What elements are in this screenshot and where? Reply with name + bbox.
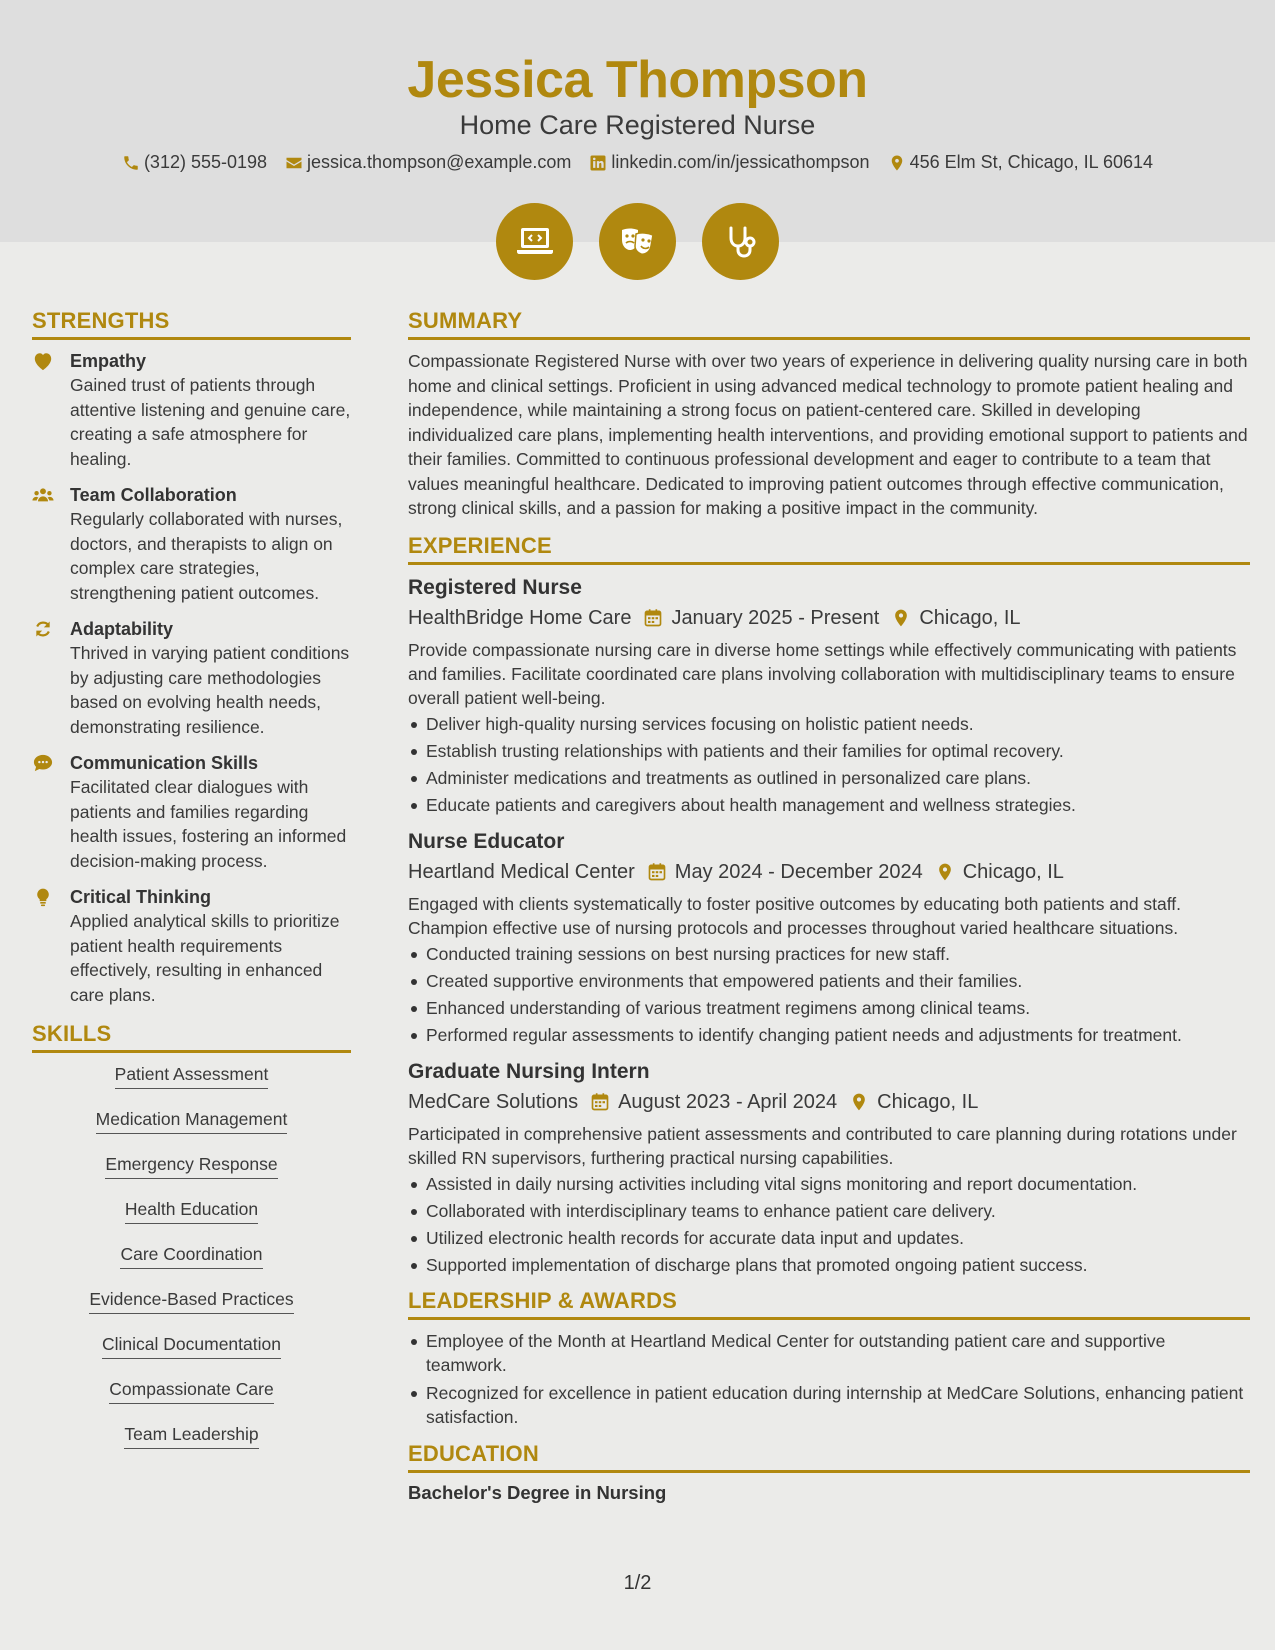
job-meta [408, 856, 1250, 888]
list-item: Performed regular assessments to identify changing patient needs and adjustments for treatment. [408, 1022, 1250, 1049]
list-item: Assisted in daily nursing activities including vital signs monitoring and report documentation. [408, 1171, 1250, 1198]
envelope-icon [285, 154, 303, 172]
job-company: HealthBridge Home Care [408, 606, 632, 629]
education-heading: EDUCATION [408, 1441, 1250, 1473]
job-company: Heartland Medical Center [408, 860, 635, 883]
skill-tag: Team Leadership [124, 1424, 258, 1449]
stethoscope-icon [721, 222, 761, 262]
strength-text: Applied analytical skills to prioritize patient health requirements effectively, resulting in enhanced care plans. [70, 911, 340, 1005]
strength-text: Regularly collaborated with nurses, doctors, and therapists to align on complex care strategies, strengthening patient outcomes. [70, 509, 343, 603]
linkedin-icon [589, 154, 607, 172]
job-description: Engaged with clients systematically to foster positive outcomes by educating both patients and staff. Champion effective use of nursing protocols and processes throughout varied healthcare situations. [408, 893, 1182, 938]
sync-icon [32, 619, 54, 639]
contact-email[interactable] [285, 152, 571, 173]
calendar-icon [590, 1092, 610, 1112]
strength-item [32, 483, 351, 605]
contact-phone[interactable] [122, 152, 267, 173]
skill-tag: Evidence-Based Practices [89, 1289, 293, 1314]
list-item: Establish trusting relationships with patients and their families for optimal recovery. [408, 738, 1250, 765]
list-item [32, 1152, 351, 1197]
theater-masks-icon [618, 224, 658, 260]
list-item [32, 1377, 351, 1422]
list-item [32, 1062, 351, 1107]
list-item [32, 1242, 351, 1287]
summary-text: Compassionate Registered Nurse with over two years of experience in delivering quality nursing care in both home and clinical settings. Proficient in using advanced medical technology to promote patient healing and independence, while maintaining a strong focus on patient-centered care. Skilled in developing individualized care plans, implementing health interventions, and providing emotional support to patients and their families. Committed to continuous professional development and eager to contribute to a team that values meaningful healthcare. Dedicated to improving patient outcomes through effective communication, strong clinical skills, and a passion for making a positive impact in the community. [408, 351, 1248, 518]
job-description: Participated in comprehensive patient assessments and contributed to care planning during rotations under skilled RN supervisors, furthering practical nursing capabilities. [408, 1123, 1237, 1168]
strength-title: Adaptability [70, 619, 174, 639]
page-number: 1/2 [623, 1572, 652, 1594]
list-item: Supported implementation of discharge plans that promoted ongoing patient success. [408, 1252, 1250, 1279]
skill-tag: Health Education [125, 1199, 258, 1224]
laptop-code-icon [515, 224, 555, 260]
list-item: Utilized electronic health records for accurate data input and updates. [408, 1225, 1250, 1252]
email-text: jessica.thompson@example.com [307, 152, 572, 172]
candidate-name: Jessica Thompson [407, 51, 868, 109]
list-item: Created supportive environments that empowered patients and their families. [408, 968, 1250, 995]
list-item [32, 1287, 351, 1332]
list-item: Conducted training sessions on best nursing practices for new staff. [408, 941, 1250, 968]
strength-title: Communication Skills [70, 753, 259, 773]
job-entry [408, 574, 1250, 819]
job-bullets [408, 711, 1250, 819]
education-degree: Bachelor's Degree in Nursing [408, 1481, 667, 1503]
address-text: 456 Elm St, Chicago, IL 60614 [909, 152, 1154, 172]
job-entry [408, 828, 1250, 1049]
awards-list [408, 1329, 1250, 1429]
theater-masks-badge [599, 203, 676, 280]
map-pin-icon [891, 608, 911, 628]
job-bullets [408, 941, 1250, 1049]
chat-icon [32, 753, 54, 773]
strength-text: Facilitated clear dialogues with patients and families regarding health issues, fostering an informed decision-making process. [70, 777, 347, 871]
strength-title: Empathy [70, 351, 147, 371]
strength-item [32, 751, 351, 873]
skill-tag: Care Coordination [120, 1244, 262, 1269]
summary-heading: SUMMARY [408, 308, 1250, 340]
map-pin-icon [888, 154, 906, 172]
contact-address [888, 152, 1153, 173]
job-bullets [408, 1171, 1250, 1279]
job-title: Nurse Educator [408, 829, 565, 853]
job-company: MedCare Solutions [408, 1090, 579, 1113]
contact-bar [0, 152, 1275, 173]
job-title: Graduate Nursing Intern [408, 1059, 650, 1083]
heart-icon [32, 351, 54, 371]
phone-icon [122, 154, 140, 172]
strength-item [32, 617, 351, 739]
list-item [32, 1332, 351, 1377]
list-item [32, 1197, 351, 1242]
skills-heading: SKILLS [32, 1021, 351, 1053]
job-dates: May 2024 - December 2024 [674, 860, 923, 883]
list-item: Deliver high-quality nursing services focusing on holistic patient needs. [408, 711, 1250, 738]
experience-heading: EXPERIENCE [408, 533, 1250, 565]
strength-text: Gained trust of patients through attentive listening and genuine care, creating a safe atmosphere for healing. [70, 375, 351, 469]
phone-text: (312) 555-0198 [143, 152, 268, 172]
strength-item [32, 885, 351, 1007]
list-item: Educate patients and caregivers about health management and wellness strategies. [408, 792, 1250, 819]
job-dates: August 2023 - April 2024 [618, 1090, 838, 1113]
map-pin-icon [935, 862, 955, 882]
right-column [408, 308, 1250, 1504]
skill-tag: Patient Assessment [115, 1064, 269, 1089]
job-location: Chicago, IL [877, 1090, 979, 1113]
lightbulb-icon [32, 887, 54, 907]
skill-tag: Emergency Response [105, 1154, 277, 1179]
skill-tag: Clinical Documentation [102, 1334, 281, 1359]
users-icon [32, 485, 54, 505]
map-pin-icon [849, 1092, 869, 1112]
profile-icons [0, 203, 1275, 280]
strength-title: Critical Thinking [70, 887, 212, 907]
list-item: Employee of the Month at Heartland Medical Center for outstanding patient care and supportive teamwork. [408, 1329, 1250, 1377]
laptop-code-badge [496, 203, 573, 280]
job-description: Provide compassionate nursing care in diverse home settings while effectively communicating with patients and families. Facilitate coordinated care plans involving collaboration with multidisciplinary teams to ensure overall patient well-being. [408, 639, 1237, 708]
list-item: Enhanced understanding of various treatment regimens among clinical teams. [408, 995, 1250, 1022]
job-location: Chicago, IL [919, 606, 1021, 629]
list-item: Recognized for excellence in patient education during internship at MedCare Solutions, enhancing patient satisfaction. [408, 1381, 1250, 1429]
list-item [32, 1422, 351, 1467]
stethoscope-badge [702, 203, 779, 280]
skill-tag: Medication Management [96, 1109, 288, 1134]
awards-heading: LEADERSHIP & AWARDS [408, 1288, 1250, 1320]
job-meta [408, 602, 1250, 634]
job-meta [408, 1086, 1250, 1118]
job-title: Registered Nurse [408, 575, 582, 599]
candidate-title: Home Care Registered Nurse [459, 110, 816, 140]
strength-title: Team Collaboration [70, 485, 237, 505]
calendar-icon [643, 608, 663, 628]
list-item: Collaborated with interdisciplinary teams to enhance patient care delivery. [408, 1198, 1250, 1225]
calendar-icon [647, 862, 667, 882]
strength-text: Thrived in varying patient conditions by adjusting care methodologies based on evolving health needs, demonstrating resilience. [70, 643, 350, 737]
linkedin-text: linkedin.com/in/jessicathompson [611, 152, 870, 172]
left-column [32, 308, 351, 1467]
job-location: Chicago, IL [962, 860, 1064, 883]
strength-item [32, 349, 351, 471]
list-item: Administer medications and treatments as outlined in personalized care plans. [408, 765, 1250, 792]
job-entry [408, 1058, 1250, 1279]
job-dates: January 2025 - Present [671, 606, 880, 629]
skill-tag: Compassionate Care [109, 1379, 273, 1404]
strengths-heading: STRENGTHS [32, 308, 351, 340]
skills-section [32, 1021, 351, 1467]
list-item [32, 1107, 351, 1152]
contact-linkedin[interactable] [589, 152, 869, 173]
